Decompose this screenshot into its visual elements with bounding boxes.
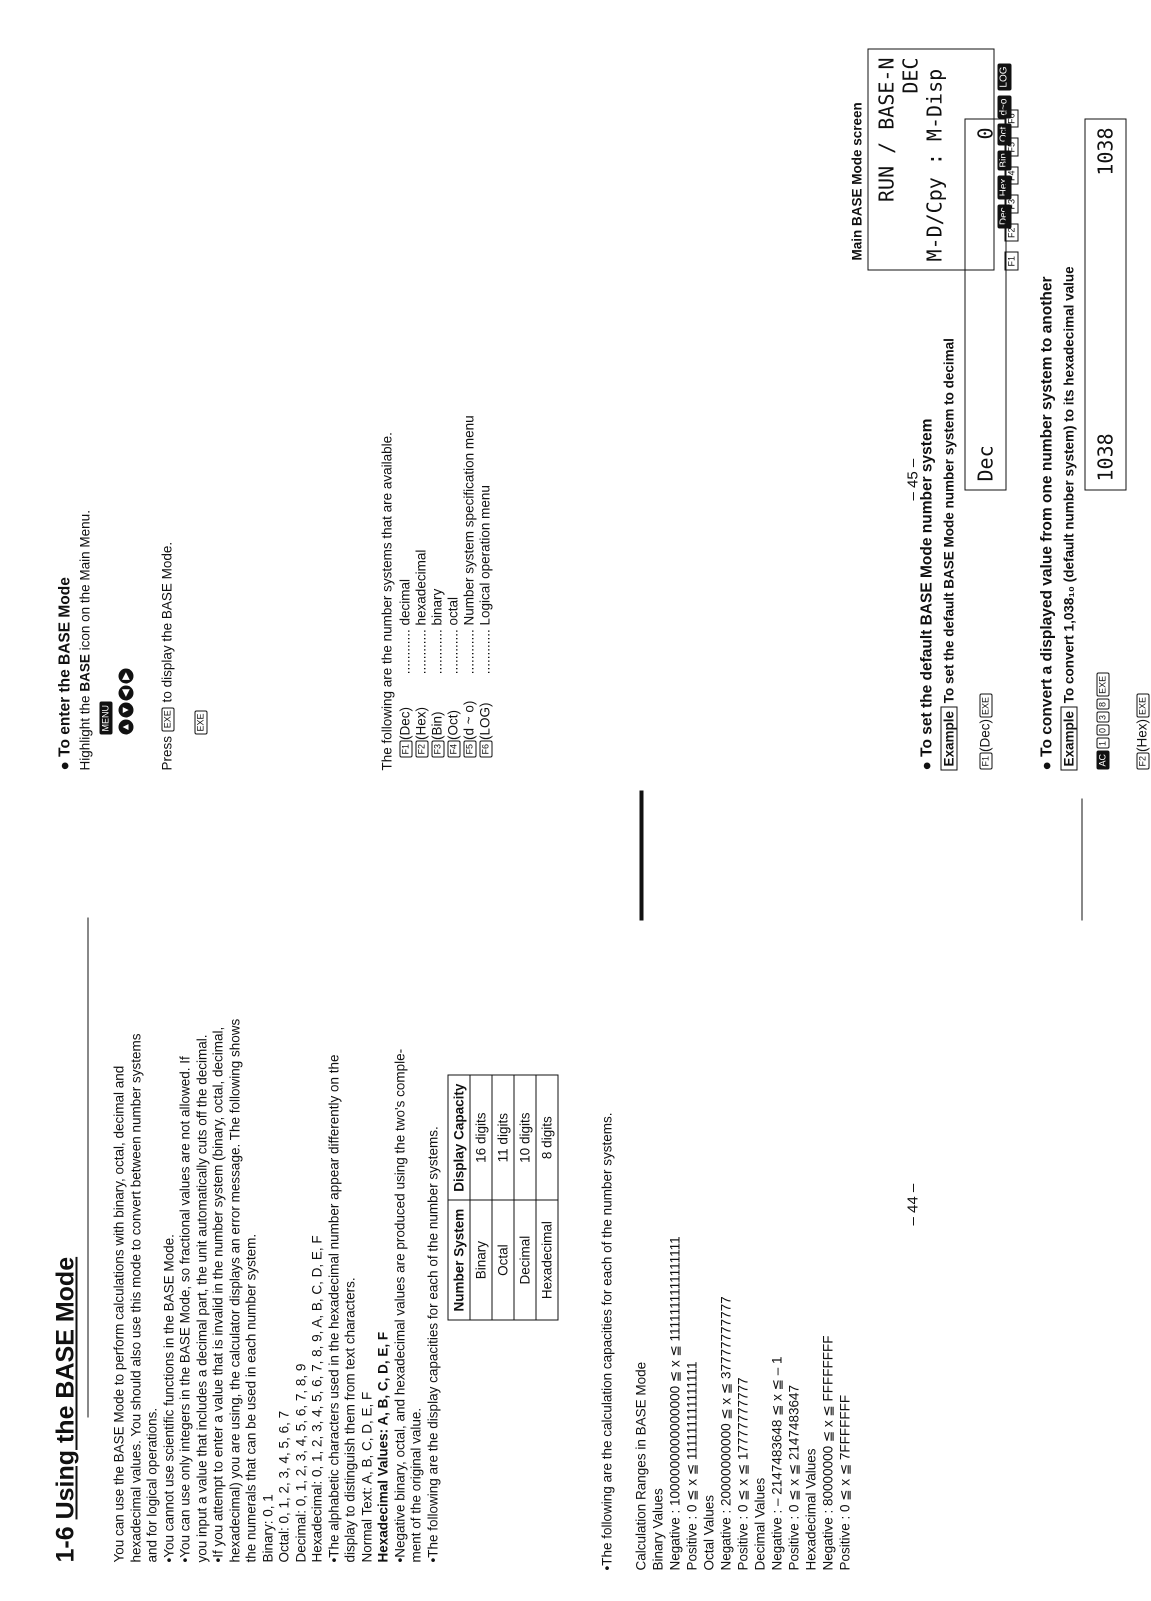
convert-keys-hex: [1135, 693, 1151, 771]
table-header-capacity: Display Capacity: [448, 1075, 470, 1200]
main-screen-caption: Main BASE Mode screen: [849, 102, 865, 261]
intro-line: Octal: 0, 1, 2, 3, 4, 5, 6, 7: [276, 1410, 292, 1563]
system-key-name: (LOG): [477, 702, 493, 740]
intro-line: the numerals that can be used in each number system.: [243, 1233, 259, 1563]
f2-key: F2: [1136, 753, 1149, 770]
function-key: F4: [447, 741, 460, 758]
range-line: Decimal Values: [752, 1477, 768, 1571]
hex-key-label: (Hex): [1134, 718, 1150, 752]
function-key-row: F1F2F3F4F5F6: [1003, 99, 1019, 270]
intro-line: Normal Text: A, B, C, D, E, F: [359, 1391, 374, 1563]
page-number-44: – 44 –: [904, 1183, 922, 1226]
intro-line: •The alphabetic characters used in the hexadecimal number appear differently on the: [326, 1054, 341, 1563]
range-line: Hexadecimal Values: [803, 1448, 819, 1571]
system-item: [446, 597, 462, 759]
cursor-right-icon: ▶: [118, 669, 133, 684]
cursor-up-icon: ▲: [118, 720, 133, 735]
exe-key-step: EXE: [193, 709, 209, 735]
lcd-line-2: DEC: [898, 57, 923, 94]
intro-line: Binary: 0, 1: [260, 1494, 275, 1563]
function-key: F2: [415, 741, 428, 758]
range-line: Negative : – 2147483648 ≦ x ≦ – 1: [769, 1356, 785, 1571]
lcd-1038-display: 1038 1038: [1085, 119, 1127, 491]
function-key: F5: [463, 741, 476, 758]
intro-line: •If you attempt to enter a value that is invalid in the number system (binary, octal, decimal,: [210, 1026, 226, 1563]
enter-instruction: Highlight the BASE icon on the Main Menu.: [77, 510, 93, 771]
system-description: Logical operation menu: [477, 485, 493, 626]
leader-dots: ............: [477, 625, 493, 678]
intro-line: and for logical operations.: [144, 1407, 160, 1563]
binding-line: [1082, 799, 1083, 921]
title-rule: [88, 918, 89, 1418]
page-44: [0, 801, 1131, 1601]
system-item: [414, 550, 430, 759]
lcd-line-3: M-D/Cpy : M-Disp: [922, 68, 947, 262]
range-line: Positive : 0 ≦ x ≦ 111111111111111: [684, 1361, 700, 1571]
system-description: binary: [429, 588, 445, 626]
page-number-45: – 45 –: [904, 458, 922, 501]
intro-line: ment of the original value.: [408, 1407, 424, 1563]
intro-line: you input a value that includes a decimal part, the unit automatically cuts off the decimal.: [194, 1034, 209, 1563]
range-line: Positive : 0 ≦ x ≦ 7FFFFFFF: [837, 1394, 853, 1571]
leader-dots: ............: [445, 625, 461, 678]
cursor-down-icon: ▼: [118, 703, 133, 718]
heading-enter-base: ● To enter the BASE Mode: [56, 577, 74, 771]
range-line: Negative : 20000000000 ≦ x ≦ 37777777777: [718, 1296, 734, 1571]
function-key: F3: [431, 741, 444, 758]
table-row: Hexadecimal 8 digits: [536, 1075, 558, 1320]
range-line: Calculation Ranges in BASE Mode: [633, 1361, 649, 1571]
system-description: decimal: [397, 578, 413, 626]
intro-line: hexadecimal values. You should also use this mode to convert between number systems: [128, 1033, 143, 1563]
tab-dec: Dec: [998, 204, 1012, 228]
cursor-left-icon: ◀: [118, 686, 133, 701]
page-45: [0, 1, 1150, 801]
set-default-keys: F1(Dec)EXE: [978, 693, 994, 771]
press-exe-instruction: Press EXE to display the BASE Mode.: [159, 541, 175, 771]
system-description: octal: [445, 596, 461, 626]
intro-line: Hexadecimal: 0, 1, 2, 3, 4, 5, 6, 7, 8, 9, A, B, C, D, E, F: [309, 1235, 325, 1563]
convert-example: Example To convert 1,038₁₀ (default number system) to its hexadecimal value: [1062, 266, 1078, 770]
set-default-example: Example To set the default BASE Mode number system to decimal: [942, 338, 958, 770]
intro-line: •You cannot use scientific functions in the BASE Mode.: [161, 1234, 176, 1563]
table-row: Binary 16 digits: [470, 1075, 492, 1320]
tab-oct: Oct: [998, 124, 1012, 146]
range-line: Negative : 1000000000000000 ≦ x ≦ 1111111111111111: [667, 1236, 683, 1571]
intro-line: display to distinguish them from text characters.: [342, 1277, 358, 1563]
cursor-keys: [118, 668, 134, 736]
function-key: F1: [399, 741, 412, 758]
leader-dots: ............: [413, 625, 429, 678]
range-line: Negative : 80000000 ≦ x ≦ FFFFFFFF: [820, 1335, 836, 1571]
leader-dots: ............: [429, 625, 445, 678]
range-line: Positive : 0 ≦ x ≦ 2147483647: [786, 1385, 802, 1571]
system-item: [478, 485, 494, 758]
system-key-name: (d ~ o): [461, 700, 477, 740]
intro-line: Hexadecimal Values: A, B, C, D, E, F: [375, 1331, 391, 1563]
heading-set-default: ● To set the default BASE Mode number system: [918, 418, 936, 771]
intro-line: •The following are the display capacities for each of the number systems.: [425, 1126, 440, 1563]
tab-log: LOG: [998, 63, 1012, 90]
leader-dots: ............: [461, 625, 477, 678]
menu-key: MENU: [99, 702, 112, 735]
intro-line: •Negative binary, octal, and hexadecimal values are produced using the two's comple-: [392, 1048, 407, 1563]
tab-d-o: d~o: [998, 96, 1012, 119]
range-line: Octal Values: [701, 1494, 717, 1571]
range-line: Positive : 0 ≦ x ≦ 17777777777: [735, 1377, 751, 1571]
table-header-system: Number System: [448, 1200, 470, 1320]
intro-line: •You can use only integers in the BASE Mode, so fractional values are not allowed. If: [177, 1056, 193, 1563]
system-key-name: (Bin): [429, 711, 445, 740]
table-row: Octal 11 digits: [492, 1075, 514, 1320]
intro-line: You can use the BASE Mode to perform calculations with binary, octal, decimal and: [111, 1065, 127, 1563]
intro-line: Decimal: 0, 1, 2, 3, 4, 5, 6, 7, 8, 9: [293, 1363, 308, 1563]
function-key: F6: [479, 741, 492, 758]
system-description: hexadecimal: [413, 549, 429, 626]
tab-hex: Hex: [998, 176, 1012, 200]
leader-dots: ............: [397, 625, 413, 678]
convert-keys: AC1038EXE: [1095, 672, 1111, 771]
table-row: Decimal 10 digits: [514, 1075, 536, 1320]
system-key-name: (Dec): [397, 706, 413, 740]
range-line: •The following are the calculation capacities for each of the number systems.: [599, 1112, 615, 1571]
section-title: 1-6 Using the BASE Mode: [51, 1256, 80, 1563]
system-item: [430, 589, 446, 759]
exe-key: EXE: [1136, 694, 1149, 718]
exe-key: EXE: [161, 707, 174, 731]
heading-convert: ● To convert a displayed value from one number system to another: [1038, 276, 1056, 771]
manual-spread: [0, 1, 1150, 1601]
range-line: Binary Values: [650, 1488, 666, 1571]
system-item: [398, 579, 414, 759]
key-sequence-menu: [98, 701, 114, 736]
intro-line: hexadecimal) you are using, the calculator displays an error message. The following shows: [227, 1018, 242, 1563]
lcd-line-1: RUN / BASE-N: [874, 57, 899, 202]
tab-bin: Bin: [998, 150, 1012, 170]
systems-intro: The following are the number systems that are available.: [379, 432, 395, 771]
system-item: [462, 415, 478, 758]
binding-bar: [640, 791, 644, 921]
lcd-dec-display: Dec 0: [965, 119, 1007, 491]
display-capacity-table: [448, 1075, 559, 1321]
system-description: Number system specification menu: [461, 415, 477, 626]
system-key-name: (Hex): [413, 706, 429, 740]
system-key-name: (Oct): [445, 709, 461, 740]
